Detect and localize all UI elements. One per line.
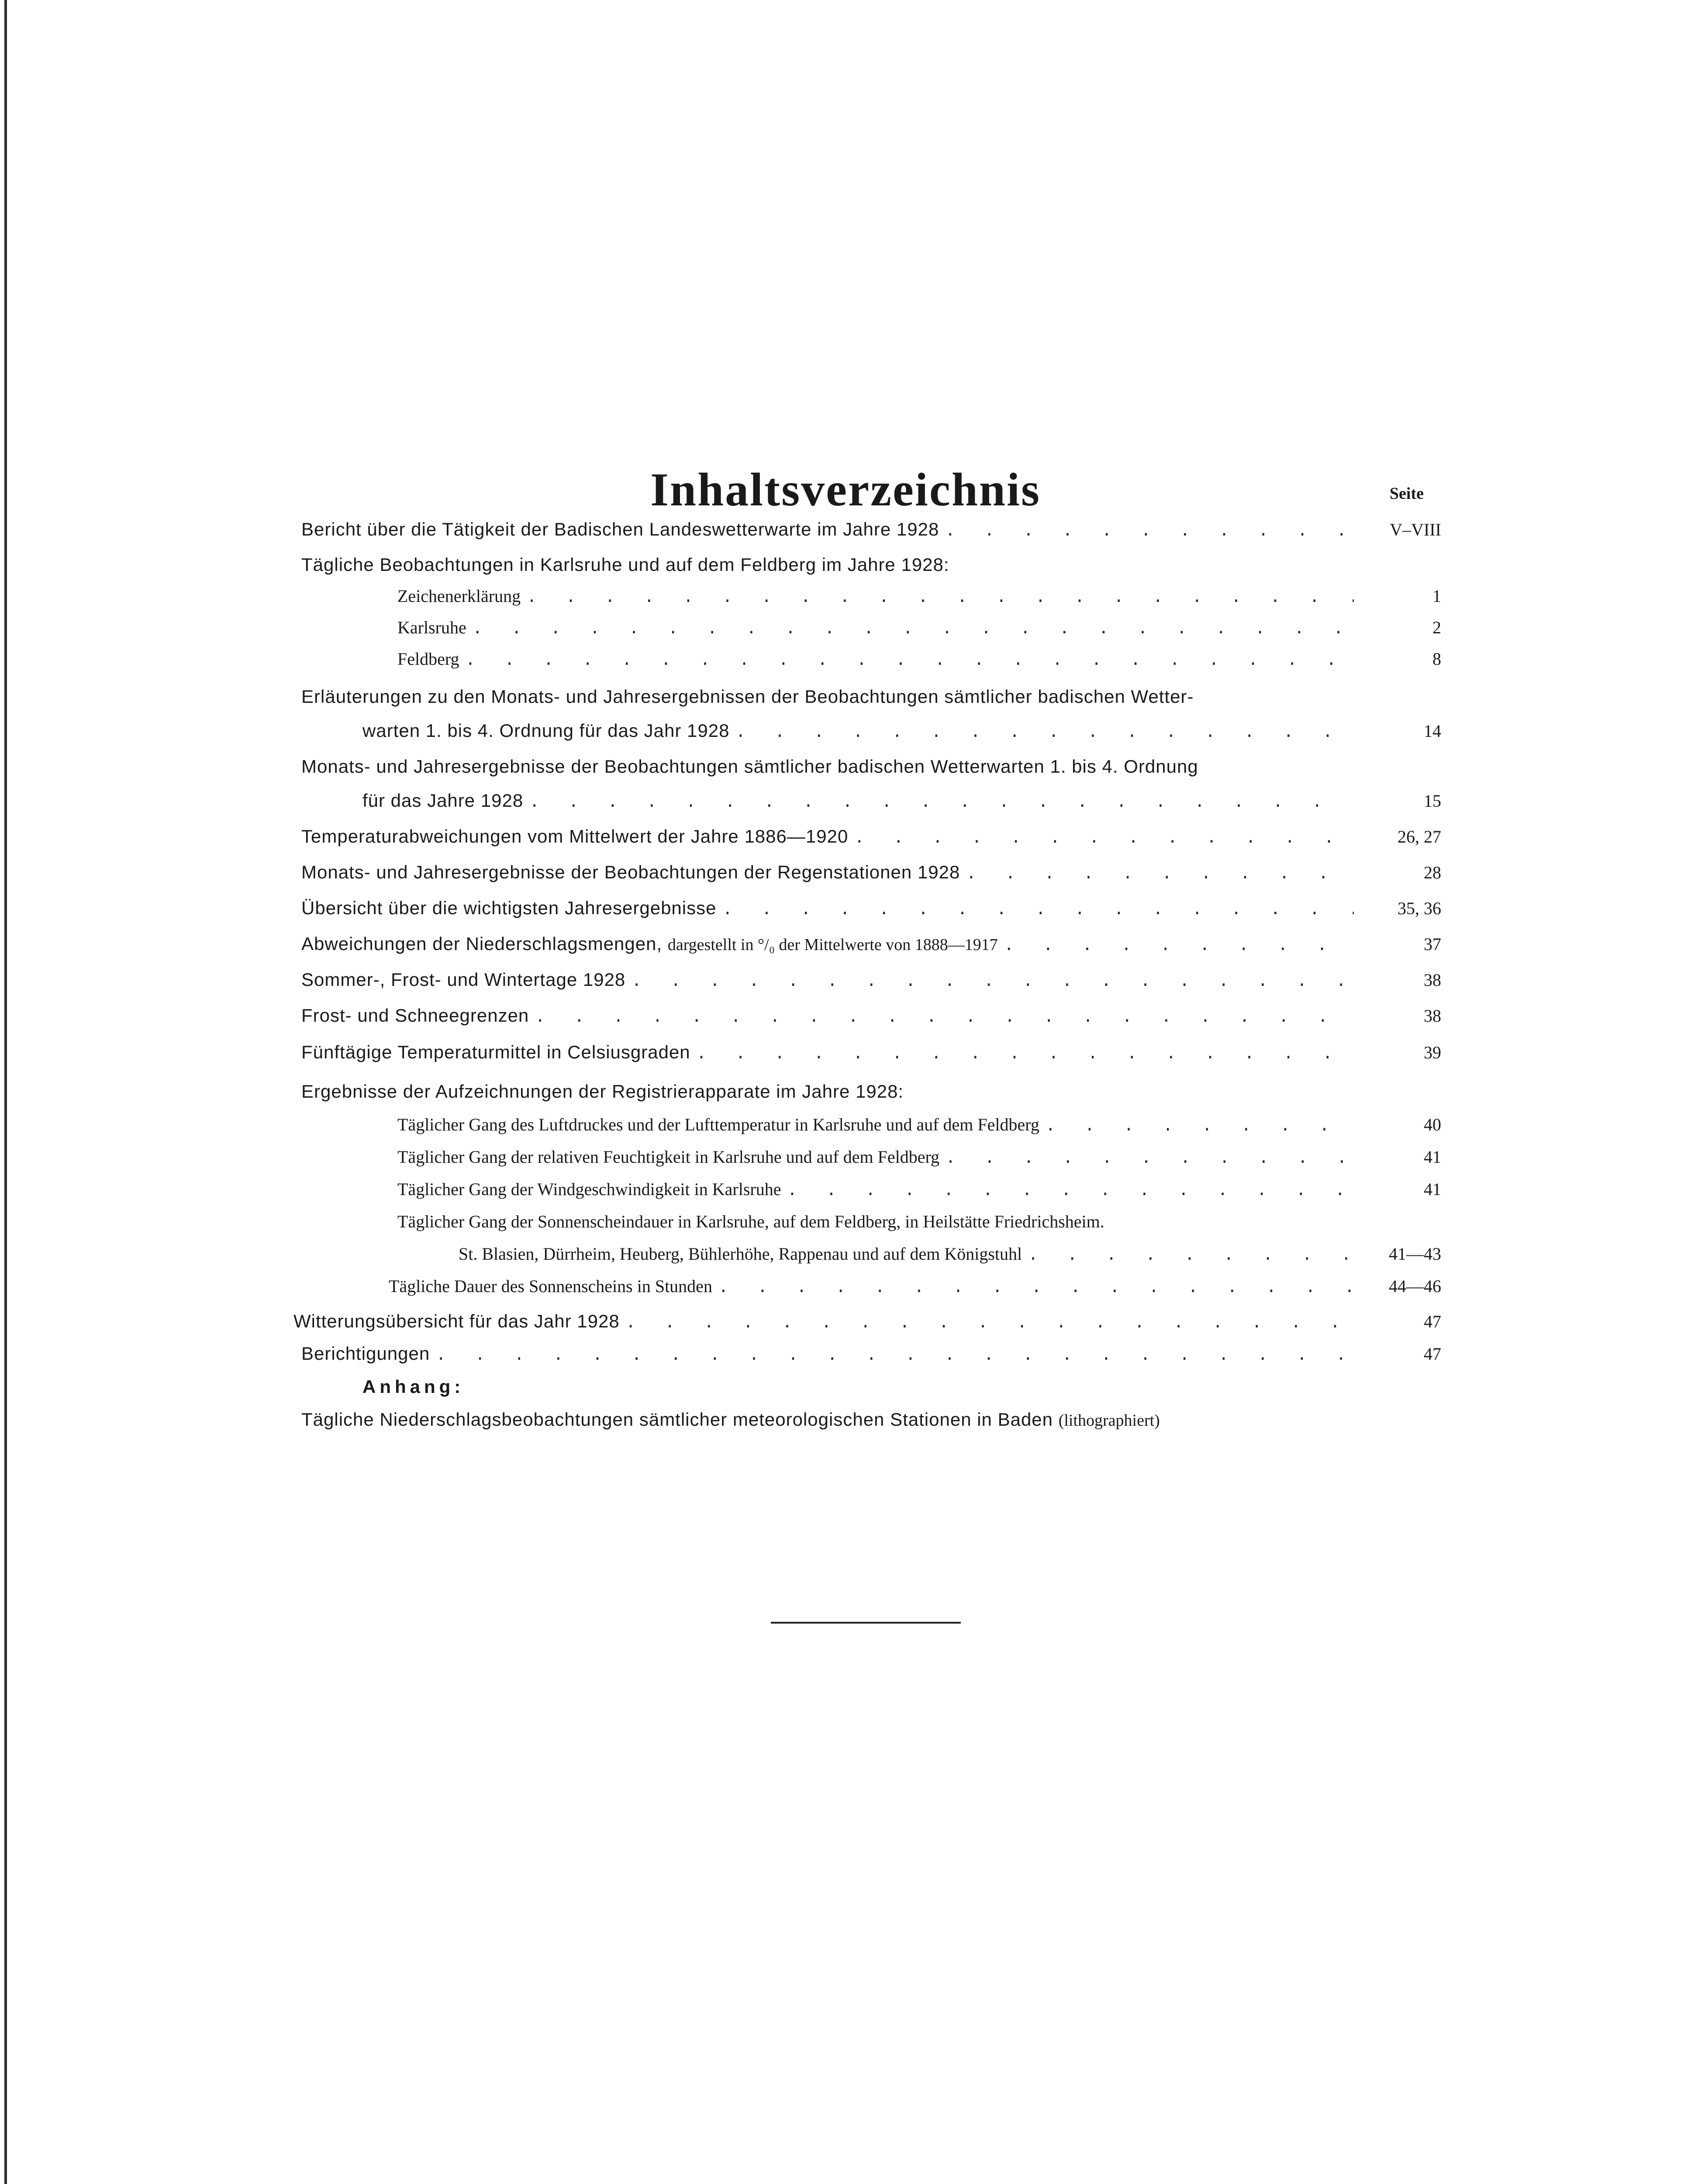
toc-entry-continuation xyxy=(362,715,1441,746)
toc-subentry xyxy=(397,1142,1441,1172)
toc-entry-label-detail: dargestellt in °/₀ der Mittelwerte von 1888—1917 xyxy=(667,936,998,954)
leader-dots xyxy=(529,1002,1354,1033)
toc-entry-label: Fünftägige Temperaturmittel in Celsiusgraden xyxy=(301,1042,690,1062)
toc-entry-label: Sommer-, Frost- und Wintertage 1928 xyxy=(301,969,626,990)
leader-dots xyxy=(620,1308,1354,1339)
toc-entry-page: 41 xyxy=(1424,1147,1441,1167)
toc-entry-label: Monats- und Jahresergebnisse der Beobachtungen der Regenstationen 1928 xyxy=(301,862,960,882)
toc-subentry xyxy=(389,1271,1441,1302)
toc-entry-page: V–VIII xyxy=(1390,520,1441,539)
leader-dots xyxy=(690,1039,1354,1070)
toc-entry-page: 47 xyxy=(1424,1312,1441,1331)
toc-entry-page: 14 xyxy=(1424,721,1441,741)
toc-entry-label: für das Jahre 1928 xyxy=(362,790,524,811)
leader-dots xyxy=(1022,1241,1354,1271)
toc-entry-label: Täglicher Gang der relativen Feuchtigkeit in Karlsruhe und auf dem Feldberg xyxy=(397,1147,940,1167)
toc-entry-page: 28 xyxy=(1424,863,1441,882)
toc-subentry xyxy=(397,644,1441,674)
appendix-label: Anhang: xyxy=(362,1376,465,1397)
toc-entry xyxy=(301,857,1441,888)
toc-entry-label: Übersicht über die wichtigsten Jahresergebnisse xyxy=(301,898,717,918)
toc-entry xyxy=(301,1338,1441,1369)
leader-dots xyxy=(521,583,1354,613)
leader-dots xyxy=(781,1176,1354,1206)
toc-entry-label: Monats- und Jahresergebnisse der Beobachtungen sämtlicher badischen Wetterwarten 1. bis 4. Ordnung xyxy=(301,756,1198,777)
toc-entry-label xyxy=(301,929,998,960)
toc-entry-label: Karlsruhe xyxy=(397,618,466,637)
toc-entry-label: Witterungsübersicht für das Jahr 1928 xyxy=(293,1311,620,1331)
toc-entry-page: 35, 36 xyxy=(1398,898,1441,918)
toc-appendix-heading xyxy=(362,1372,712,1402)
leader-dots xyxy=(729,718,1354,748)
leader-dots xyxy=(939,516,1354,547)
toc-entry xyxy=(301,893,1441,923)
toc-entry xyxy=(301,1404,1441,1435)
toc-entry-label-detail: (lithographiert) xyxy=(1058,1411,1160,1430)
toc-entry xyxy=(301,1037,1441,1068)
toc-entry-label: Erläuterungen zu den Monats- und Jahresergebnissen der Beobachtungen sämtlicher badischen Wetter- xyxy=(301,686,1194,707)
toc-entry-label: Bericht über die Tätigkeit der Badischen Landeswetterwarte im Jahre 1928 xyxy=(301,519,939,539)
toc-subentry xyxy=(397,612,1441,643)
leader-dots xyxy=(625,967,1354,997)
leader-dots xyxy=(523,788,1354,818)
toc-entry-label: Ergebnisse der Aufzeichnungen der Registrierapparate im Jahre 1928: xyxy=(301,1081,904,1102)
toc-entry-label: Tägliche Beobachtungen in Karlsruhe und auf dem Feldberg im Jahre 1928: xyxy=(301,554,949,575)
toc-entry xyxy=(293,1306,1441,1337)
toc-subentry xyxy=(397,1206,1441,1237)
leader-dots xyxy=(716,895,1354,926)
toc-subentry xyxy=(397,1109,1441,1140)
leader-dots xyxy=(466,614,1354,645)
toc-entry-label: Berichtigungen xyxy=(301,1343,430,1364)
leader-dots xyxy=(998,931,1354,961)
toc-entry-page: 41 xyxy=(1424,1179,1441,1199)
leader-dots xyxy=(1039,1111,1354,1142)
toc-entry xyxy=(301,681,1441,712)
toc-entry-page: 1 xyxy=(1432,586,1441,606)
toc-entry xyxy=(301,1000,1441,1031)
toc-entry-continuation xyxy=(362,785,1441,816)
toc-entry-label: Täglicher Gang des Luftdruckes und der Lufttemperatur in Karlsruhe und auf dem Feldberg xyxy=(397,1115,1039,1134)
toc-subentry xyxy=(397,1174,1441,1205)
toc-entry-page: 39 xyxy=(1424,1043,1441,1062)
toc-entry-label: Tägliche Dauer des Sonnenscheins in Stunden xyxy=(389,1276,712,1296)
toc-entry-page: 37 xyxy=(1424,934,1441,954)
toc-entry-label: Temperaturabweichungen vom Mittelwert der Jahre 1886—1920 xyxy=(301,826,849,847)
toc-entry-page: 40 xyxy=(1424,1115,1441,1134)
toc-entry-page: 44—46 xyxy=(1389,1276,1441,1296)
toc-subentry-continuation xyxy=(459,1239,1441,1269)
toc-entry-page: 41—43 xyxy=(1389,1244,1441,1264)
toc-entry xyxy=(301,751,1441,782)
leader-dots xyxy=(960,859,1354,890)
leader-dots xyxy=(459,646,1354,676)
toc-entry-label: Zeichenerklärung xyxy=(397,586,521,606)
toc-entry xyxy=(301,1076,1441,1107)
toc-entry-label: warten 1. bis 4. Ordnung für das Jahr 1928 xyxy=(362,720,730,741)
toc-entry-page: 26, 27 xyxy=(1398,827,1441,847)
page-title: Inhaltsverzeichnis xyxy=(650,464,1041,516)
toc-entry-page: 8 xyxy=(1432,649,1441,669)
toc-entry-page: 38 xyxy=(1424,970,1441,990)
toc-entry-page: 47 xyxy=(1424,1344,1441,1364)
toc-entry xyxy=(301,514,1441,545)
toc-entry-label-main: Abweichungen der Niederschlagsmengen, xyxy=(301,933,663,954)
leader-dots xyxy=(430,1341,1354,1371)
toc-entry-label: Feldberg xyxy=(397,649,459,669)
left-page-edge xyxy=(4,0,7,2184)
leader-dots xyxy=(848,823,1354,854)
leader-dots xyxy=(939,1144,1354,1174)
leader-dots xyxy=(712,1273,1354,1303)
toc-entry-label: Täglicher Gang der Sonnenscheindauer in Karlsruhe, auf dem Feldberg, in Heilstätte Friedrichsheim. xyxy=(397,1212,1104,1231)
toc-entry-label: St. Blasien, Dürrheim, Heuberg, Bühlerhöhe, Rappenau und auf dem Königstuhl xyxy=(459,1244,1022,1264)
toc-subentry xyxy=(397,581,1441,612)
toc-entry xyxy=(301,964,1441,995)
toc-entry-label xyxy=(301,1404,1160,1436)
toc-entry xyxy=(301,929,1441,959)
toc-entry-label-main: Tägliche Niederschlagsbeobachtungen sämtlicher meteorologischen Stationen in Baden xyxy=(301,1409,1053,1430)
toc-entry-page: 38 xyxy=(1424,1006,1441,1026)
toc-entry-label: Täglicher Gang der Windgeschwindigkeit in Karlsruhe xyxy=(397,1179,781,1199)
toc-entry xyxy=(301,549,1441,580)
closing-rule xyxy=(771,1622,961,1624)
page-column-header: Seite xyxy=(1389,484,1424,503)
toc-entry-page: 2 xyxy=(1432,618,1441,637)
toc-entry-label: Frost- und Schneegrenzen xyxy=(301,1005,529,1026)
toc-entry xyxy=(301,821,1441,852)
toc-entry-page: 15 xyxy=(1424,791,1441,811)
